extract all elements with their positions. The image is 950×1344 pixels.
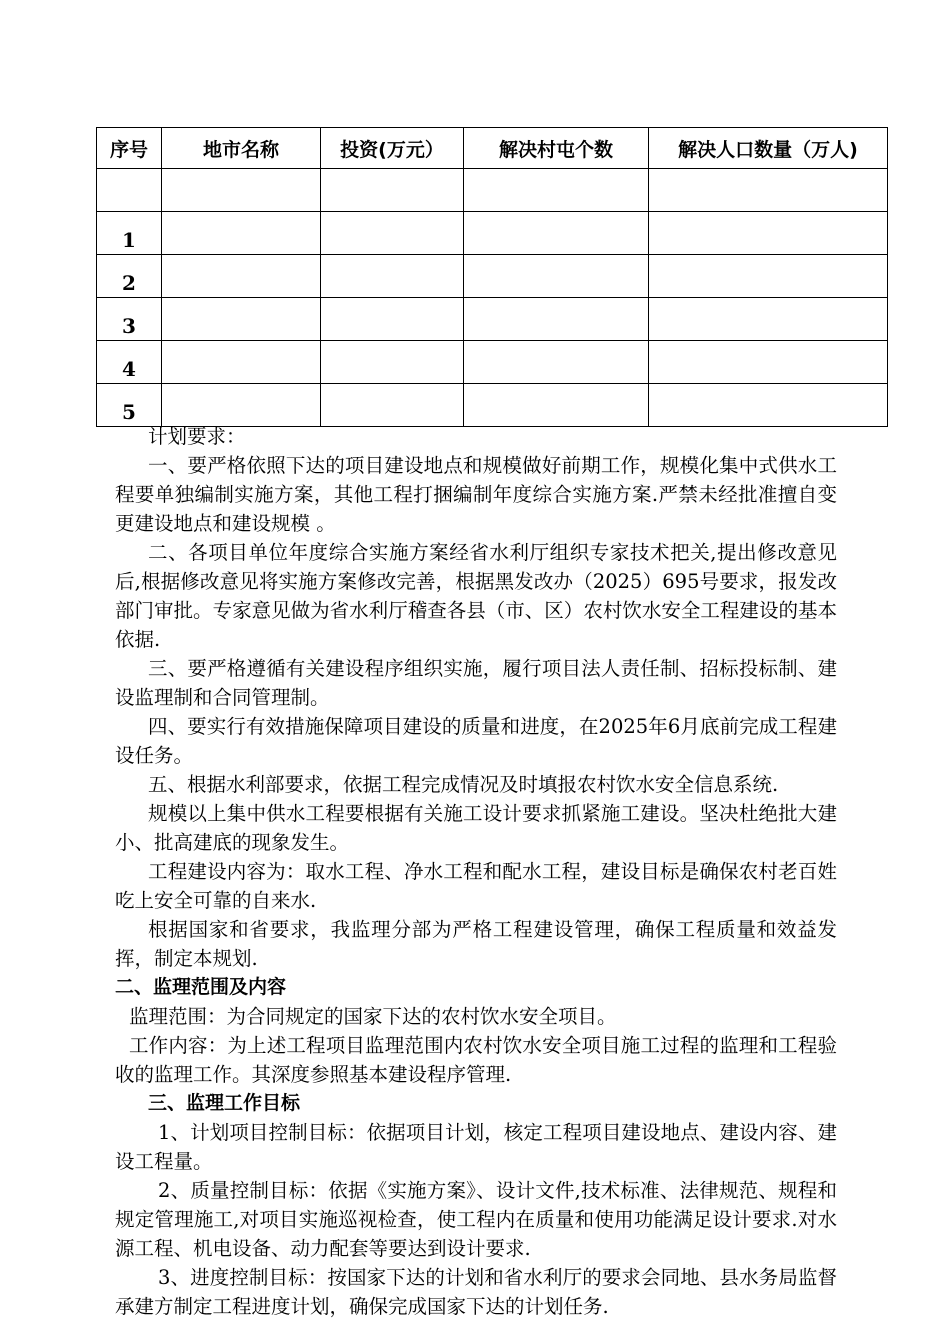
paragraph: 工程建设内容为：取水工程、净水工程和配水工程，建设目标是确保农村老百姓吃上安全可靠的自来水.: [115, 860, 837, 912]
header-index: 序号: [97, 128, 162, 169]
paragraph: 三、要严格遵循有关建设程序组织实施，履行项目法人责任制、招标投标制、建设监理制和合同管理制。: [115, 657, 837, 709]
table-cell: 5: [97, 384, 162, 427]
table-cell: [464, 212, 649, 255]
header-villages: 解决村屯个数: [464, 128, 649, 169]
table-cell: [649, 384, 888, 427]
table-row: [97, 212, 888, 255]
table-cell: [162, 255, 321, 298]
document-body: [115, 422, 837, 1321]
table-cell: [464, 169, 649, 212]
table-cell: [97, 169, 162, 212]
paragraph: 根据国家和省要求，我监理分部为严格工程建设管理，确保工程质量和效益发挥，制定本规划.: [115, 918, 837, 970]
table-cell: [321, 298, 464, 341]
paragraph: 2、质量控制目标：依据《实施方案》、设计文件,技术标准、法律规范、规程和规定管理施工,对项目实施巡视检查，使工程内在质量和使用功能满足设计要求.对水源工程、机电设备、动力配套等要达到设计要求.: [115, 1179, 837, 1260]
paragraph: 四、要实行有效措施保障项目建设的质量和进度，在2025年6月底前完成工程建设任务。: [115, 715, 837, 767]
table-cell: [321, 341, 464, 384]
table-row: [97, 341, 888, 384]
table-row: [97, 298, 888, 341]
paragraph: 1、计划项目控制目标：依据项目计划，核定工程项目建设地点、建设内容、建设工程量。: [115, 1121, 837, 1173]
section-heading: 二、监理范围及内容: [115, 976, 287, 998]
table-cell: 3: [97, 298, 162, 341]
paragraph: 二、各项目单位年度综合实施方案经省水利厅组织专家技术把关,提出修改意见后,根据修改意见将实施方案修改完善，根据黑发改办（2025）695号要求，报发改部门审批。专家意见做为省水利厅稽查各县（市、区）农村饮水安全工程建设的基本依据.: [115, 541, 837, 651]
table-cell: [321, 212, 464, 255]
table-cell: [321, 384, 464, 427]
table-cell: [162, 384, 321, 427]
paragraph: 3、进度控制目标：按国家下达的计划和省水利厅的要求会同地、县水务局监督承建方制定工程进度计划，确保完成国家下达的计划任务.: [115, 1266, 837, 1318]
table-cell: [649, 341, 888, 384]
header-population: 解决人口数量（万人): [649, 128, 888, 169]
table-cell: [649, 169, 888, 212]
header-city: 地市名称: [162, 128, 321, 169]
table-cell: 1: [97, 212, 162, 255]
paragraph: 监理范围：为合同规定的国家下达的农村饮水安全项目。: [129, 1005, 617, 1028]
table-cell: [464, 255, 649, 298]
table-cell: [162, 212, 321, 255]
table-row: [97, 169, 888, 212]
plan-table: [96, 127, 888, 427]
paragraph: 工作内容：为上述工程项目监理范围内农村饮水安全项目施工过程的监理和工程验收的监理工作。其深度参照基本建设程序管理.: [115, 1034, 837, 1086]
table-cell: [464, 384, 649, 427]
table-row: [97, 384, 888, 427]
table-row: [97, 255, 888, 298]
table-header-row: [97, 128, 888, 169]
paragraph: 一、要严格依照下达的项目建设地点和规模做好前期工作，规模化集中式供水工程要单独编制实施方案，其他工程打捆编制年度综合实施方案.严禁未经批准擅自变更建设地点和建设规模 。: [115, 454, 837, 535]
table-cell: [464, 298, 649, 341]
table-cell: [649, 255, 888, 298]
table-cell: [649, 212, 888, 255]
table-cell: 4: [97, 341, 162, 384]
paragraph: 计划要求：: [148, 425, 246, 448]
table-cell: [162, 341, 321, 384]
table-cell: 2: [97, 255, 162, 298]
paragraph: 五、根据水利部要求，依据工程完成情况及时填报农村饮水安全信息系统.: [148, 773, 779, 796]
paragraph: 规模以上集中供水工程要根据有关施工设计要求抓紧施工建设。坚决杜绝批大建小、批高建底的现象发生。: [115, 802, 837, 854]
table-cell: [162, 298, 321, 341]
table-cell: [321, 169, 464, 212]
table-cell: [162, 169, 321, 212]
header-investment: 投资(万元）: [321, 128, 464, 169]
section-heading: 三、监理工作目标: [148, 1092, 301, 1114]
table-cell: [649, 298, 888, 341]
table-cell: [321, 255, 464, 298]
table-cell: [464, 341, 649, 384]
